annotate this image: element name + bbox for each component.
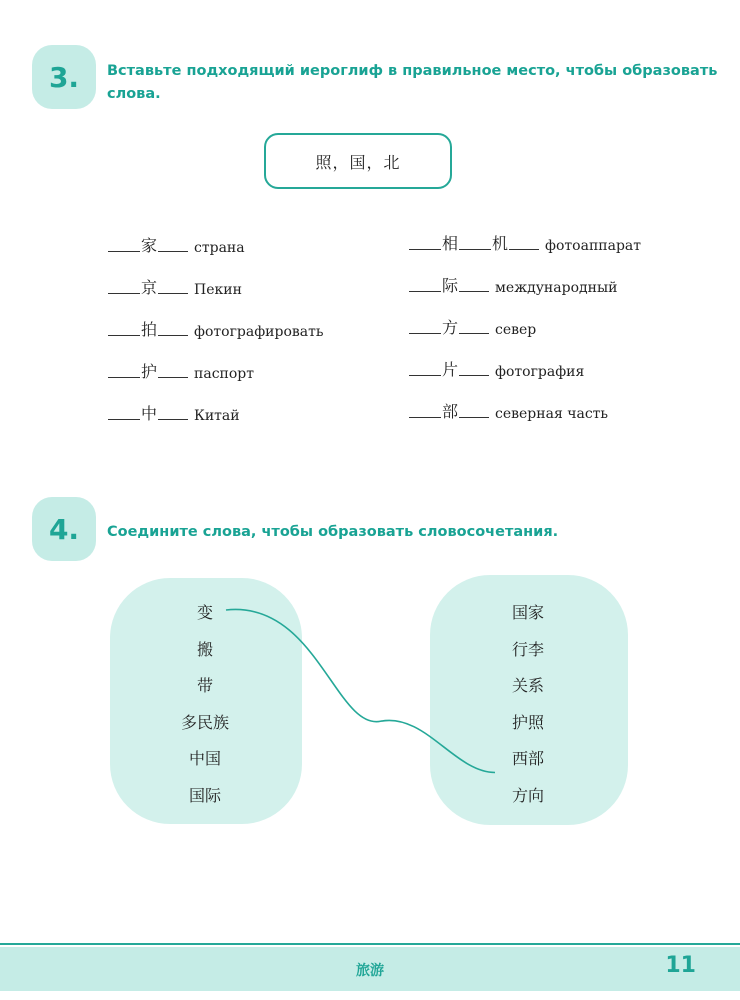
hanzi-character: 家 bbox=[141, 236, 158, 255]
right-word[interactable]: 关系 bbox=[511, 676, 545, 695]
page-number: 11 bbox=[665, 953, 696, 978]
left-word[interactable]: 中国 bbox=[188, 749, 222, 768]
character-choices-box: 照，国，北 bbox=[264, 133, 452, 189]
left-word[interactable]: 变 bbox=[196, 603, 214, 622]
instruction-line-2: слова. bbox=[107, 86, 161, 102]
right-word[interactable]: 方向 bbox=[511, 785, 545, 805]
hanzi-character: 护 bbox=[141, 362, 158, 381]
left-word[interactable]: 搬 bbox=[196, 639, 214, 659]
right-word[interactable]: 行李 bbox=[511, 639, 545, 659]
word-meaning: фотография bbox=[495, 364, 585, 380]
word-meaning: Китай bbox=[194, 408, 240, 424]
word-meaning: север bbox=[495, 322, 537, 338]
exercise-4-instruction: Соедините слова, чтобы образовать словосочетания. bbox=[107, 524, 559, 540]
left-word[interactable]: 多民族 bbox=[180, 712, 230, 732]
word-meaning: фотографировать bbox=[194, 324, 324, 340]
word-meaning: северная часть bbox=[495, 406, 609, 422]
page-footer bbox=[0, 947, 740, 991]
hanzi-character: 中 bbox=[141, 404, 158, 423]
hanzi-character: 片 bbox=[442, 360, 459, 379]
left-word[interactable]: 国际 bbox=[188, 785, 222, 805]
right-word[interactable]: 护照 bbox=[511, 712, 545, 732]
word-meaning: международный bbox=[495, 280, 618, 296]
hanzi-character: 际 bbox=[442, 276, 459, 295]
left-word[interactable]: 带 bbox=[196, 676, 214, 695]
word-meaning: страна bbox=[194, 240, 245, 256]
footer-title: 旅游 bbox=[356, 963, 384, 979]
hanzi-character: 机 bbox=[492, 234, 509, 253]
hanzi-character: 京 bbox=[141, 278, 158, 297]
hanzi-character: 相 bbox=[442, 234, 459, 253]
word-meaning: паспорт bbox=[194, 366, 255, 382]
exercise-3-number: 3. bbox=[32, 45, 96, 109]
exercise-4-number: 4. bbox=[32, 497, 96, 561]
word-meaning: фотоаппарат bbox=[545, 238, 642, 254]
word-meaning: Пекин bbox=[194, 282, 242, 298]
hanzi-character: 拍 bbox=[141, 320, 158, 339]
footer-divider bbox=[0, 943, 740, 945]
instruction-line-1: Вставьте подходящий иероглиф в правильное место, чтобы образовать bbox=[107, 63, 718, 79]
right-word[interactable]: 西部 bbox=[511, 749, 545, 768]
right-word[interactable]: 国家 bbox=[511, 603, 545, 622]
hanzi-character: 部 bbox=[442, 402, 459, 421]
hanzi-character: 方 bbox=[442, 318, 459, 337]
